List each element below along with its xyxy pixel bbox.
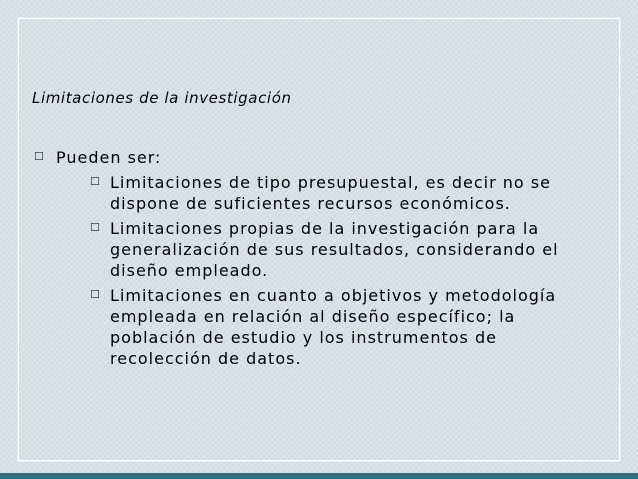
list-item [88,172,604,214]
bullet-list [34,147,604,373]
checkbox-bullet-icon: ☐ [90,175,101,188]
sub-list [56,172,604,369]
intro-text: Pueden ser: [56,148,162,167]
list-item [88,285,604,369]
slide-heading: Limitaciones de la investigación [32,89,292,107]
list-item-intro [34,147,604,369]
checkbox-bullet-icon: ☐ [34,150,45,163]
list-item-text: Limitaciones propias de la investigación para la generalización de sus resultados, considerando el diseño empleado. [110,219,559,280]
checkbox-bullet-icon: ☐ [90,288,101,301]
checkbox-bullet-icon: ☐ [90,221,101,234]
list-item [88,218,604,281]
list-item-text: Limitaciones en cuanto a objetivos y metodología empleada en relación al diseño específico; la población de estudio y los instrumentos de recolección de datos. [110,286,557,368]
accent-band [0,473,638,479]
list-item-text: Limitaciones de tipo presupuestal, es decir no se dispone de suficientes recursos económicos. [110,173,551,213]
